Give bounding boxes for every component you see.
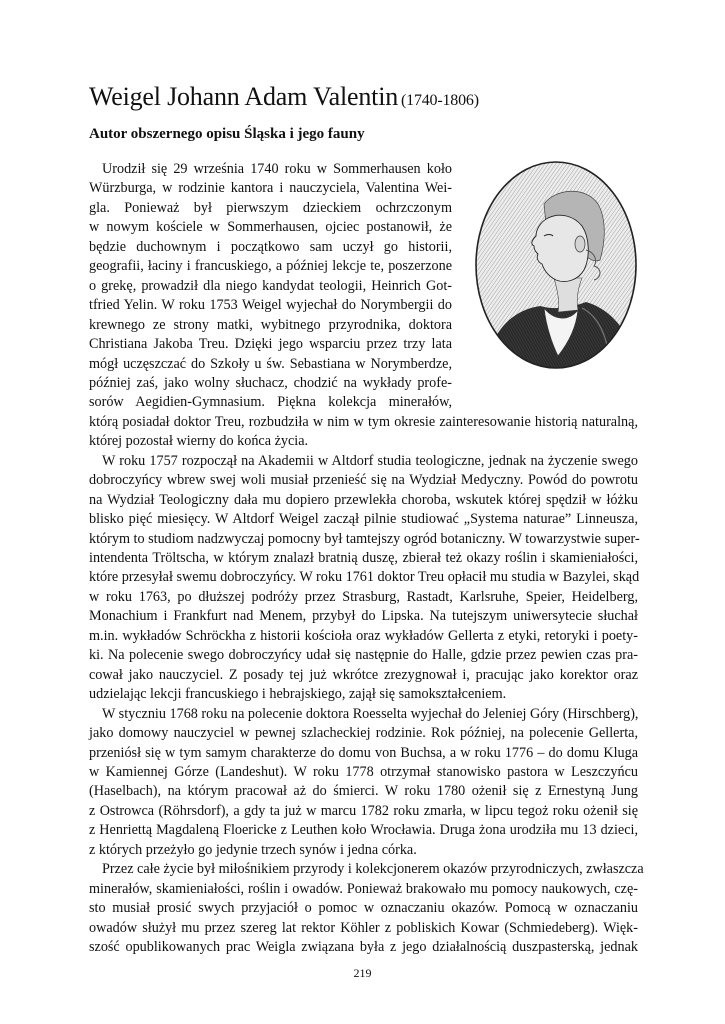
text-line: sto musiał prosić swych przyjaciół o pomoc w oznaczaniu okazów. Pomocą w oznaczaniu [89,900,638,917]
text-line: Christiana Jakoba Treu. Dzięki jego wsparciu przez trzy lata [89,336,452,353]
text-line: tfried Yelin. W roku 1753 Weigel wyjechał do Norymbergii do [89,297,452,314]
text-line: krewnego ze strony matki, wybitnego przyrodnika, doktora [89,316,452,333]
text-line: intendenta Tröltscha, w którym znalazł bratnią duszę, zbierał też okazy roślin i skamieniałości, [89,550,638,567]
text-line: geografii, łaciny i francuskiego, a później lekcje te, poszerzone [89,258,452,275]
title-name: Weigel Johann Adam Valentin [89,82,399,111]
text-line: później zaś, jako wolny słuchacz, chodzić na wykłady profe- [89,374,452,391]
text-line: o grekę, prowadził dla niego kandydat teologii, Heinrich Got- [89,277,452,294]
page-number: 219 [353,966,372,980]
text-line: szość opublikowanych prac Weigla związana była z jego działalnością duszpasterską, jednak [89,939,638,955]
paragraph-3 [89,705,638,861]
paragraph-1 [89,160,638,452]
text-line: dobroczyńcy wbrew swej woli musiał przenieść się na Wydział Medyczny. Powód do powrotu [89,472,638,489]
text-line: jako domowy nauczyciel w pewnej szlacheckiej rodzinie. Rok później, na polecenie Gellerta, [89,725,638,742]
text-line: w Kamiennej Górze (Landeshut). W roku 1778 otrzymał stanowisko pastora w Leszczyńcu [89,763,638,780]
text-line: które przesyłał swemu dobroczyńcy. W roku 1761 doktor Treu opłacił mu studia w Bazylei, skąd [89,569,640,586]
text-line: którą posiadał doktor Treu, rozbudziła w nim w tym okresie zainteresowanie historią naturalną, [89,413,638,430]
title-years: (1740-1806) [401,92,479,109]
text-line: gla. Ponieważ był pierwszym dzieckiem ochrzczonym [89,199,452,216]
text-line: z których przeżyło go jedynie trzech synów i jedna córka. [89,841,417,858]
text-line: m.in. wykładów Schröckha z historii kościoła oraz wykładów Gellerta z etyki, retoryki i poety- [89,627,638,644]
text-line: sorów Aegidien-Gymnasium. Piękna kolekcja minerałów, [89,394,452,411]
text-line: w nowym kościele w Sommerhausen, ojciec postanowił, że [89,219,452,236]
text-line: Urodził się 29 września 1740 roku w Sommerhausen koło [102,161,452,177]
text-line: którym to studiom nadzwyczaj pomocny był tamtejszy ogród botaniczny. W towarzystwie super- [89,530,640,547]
text-line: Przez całe życie był miłośnikiem przyrody i kolekcjonerem okazów przyrodniczych, zwłaszcza [102,861,644,878]
text-line: mógł uczęszczać do Szkoły u św. Sebastiana w Norymberdze, [89,355,452,372]
text-line: udzielając lekcji francuskiego i hebrajskiego, zajął się samokształceniem. [89,686,507,703]
page-title [89,82,479,116]
text-line: W styczniu 1768 roku na polecenie doktora Roesselta wyjechał do Jeleniej Góry (Hirschberg), [102,705,639,722]
text-line: ki. Na polecenie swego dobroczyńcy udał się następnie do Halle, gdzie przez pewien czas pra- [89,647,638,664]
text-line: cował jako nauczyciel. Z posady tej już wkrótce zrezygnował i, pracując jako korektor oraz [89,666,638,683]
text-line: blisko pięć miesięcy. W Altdorf Weigel zaczął pilnie studiować „Systema naturae” Linneusza, [89,511,638,528]
paragraph-4 [89,860,644,957]
text-line: której pozostał wierny do końca życia. [89,433,309,450]
text-line: (Haselbach), na którym pracował aż do śmierci. W roku 1780 ożenił się z Ernestyną Jung [89,783,638,800]
text-line: przeniósł się w tym samym charakterze do domu von Buchsa, a w roku 1776 – do domu Kluga [89,744,638,761]
section-subtitle: Autor obszernego opisu Śląska i jego fauny [89,126,365,142]
text-line: będzie duchownym i początkowo sam uczył go historii, [89,238,452,255]
text-line: Würzburga, w rodzinie kantora i nauczyciela, Valentina Wei- [89,180,452,197]
text-line: w roku 1763, po dłuższej podróży przez Strasburg, Rastadt, Karlsruhe, Speier, Heidelberg, [89,588,638,605]
text-line: na Wydział Teologiczny dała mu dopiero przewlekła choroba, wskutek której spędził w łóżku [89,491,638,508]
text-line: owadów służył mu przez szereg lat rektor Köhler z pobliskich Kowar (Schmiedeberg). Więk- [89,919,638,936]
text-line: z Ostrowca (Röhrsdorf), a gdy ta już w marcu 1782 roku zmarła, w lipcu tegoż roku ożenił się [89,802,638,819]
paragraph-2 [89,452,638,705]
text-line: z Henriettą Magdaleną Floericke z Leuthen koło Wrocławia. Druga żona urodziła mu 13 dzieci, [89,822,638,839]
text-line: W roku 1757 rozpoczął na Akademii w Altdorf studia teologiczne, jednak na życzenie swego [102,452,638,469]
text-line: Monachium i Frankfurt nad Menem, przybył do Lipska. Na tutejszym uniwersytecie słuchał [89,608,638,625]
text-line: minerałów, skamieniałości, roślin i owadów. Ponieważ brakowało mu pomocy naukowych, czę- [89,880,638,897]
